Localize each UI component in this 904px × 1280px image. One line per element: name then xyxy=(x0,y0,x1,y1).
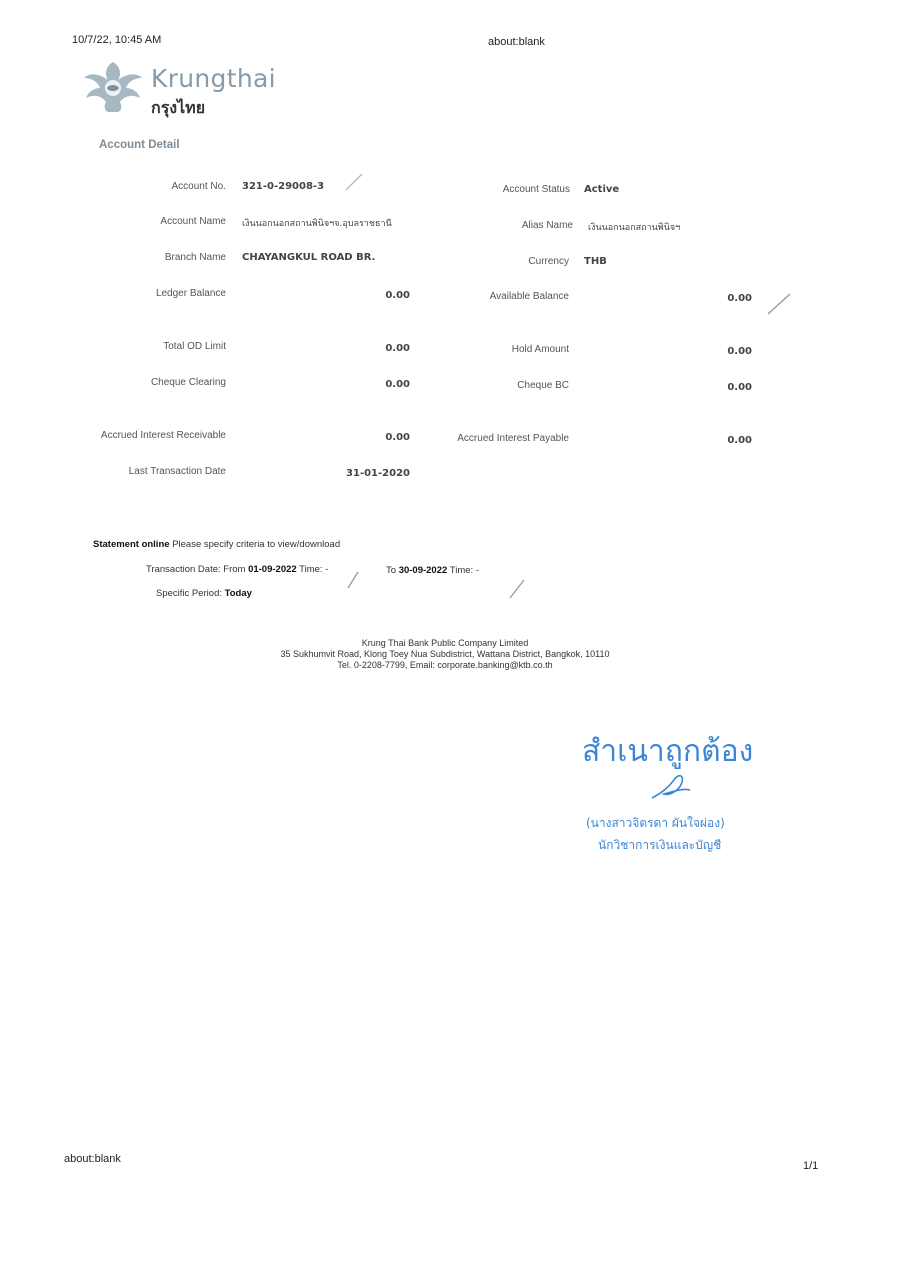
cheque-bc-value: 0.00 xyxy=(727,382,752,393)
ledger-balance-label: Ledger Balance xyxy=(155,288,226,299)
from-time-label: Time: xyxy=(299,564,323,575)
brand-name-en: Krungthai xyxy=(151,64,276,93)
tick-mark-icon xyxy=(340,170,370,194)
print-datetime: 10/7/22, 10:45 AM xyxy=(72,34,162,46)
tick-mark-icon xyxy=(764,290,794,318)
last-transaction-value: 31-01-2020 xyxy=(346,468,410,479)
bank-footer xyxy=(200,638,690,671)
tick-mark-icon xyxy=(344,568,364,592)
specific-period-value: Today xyxy=(224,588,252,599)
footer-line-1: Krung Thai Bank Public Company Limited xyxy=(361,638,529,648)
available-balance-label: Available Balance xyxy=(489,291,569,302)
ledger-balance-value: 0.00 xyxy=(385,290,410,301)
statement-heading xyxy=(93,539,340,550)
cheque-clearing-value: 0.00 xyxy=(385,379,410,390)
to-date-value: 30-09-2022 xyxy=(398,565,448,576)
branch-name-value: CHAYANGKUL ROAD BR. xyxy=(242,252,376,263)
cheque-clearing-label: Cheque Clearing xyxy=(150,377,226,388)
brand-name-th: กรุงไทย xyxy=(151,98,206,117)
to-time-label: Time: xyxy=(449,565,474,576)
print-footer-url: about:blank xyxy=(64,1153,121,1165)
last-transaction-label: Last Transaction Date xyxy=(128,466,226,477)
total-od-limit-value: 0.00 xyxy=(385,343,410,354)
account-name-value: เงินนอกนอกสถานพินิจฯจ.อุบลราชธานี xyxy=(242,219,392,229)
print-page-number: 1/1 xyxy=(803,1160,819,1172)
currency-value: THB xyxy=(584,256,607,267)
krungthai-logo-icon xyxy=(80,58,146,114)
total-od-limit-label: Total OD Limit xyxy=(163,341,226,352)
account-status-value: Active xyxy=(584,184,620,195)
footer-line-3: Tel. 0-2208-7799, Email: corporate.banking@ktb.co.th xyxy=(337,660,553,670)
statement-title: Statement online xyxy=(93,539,170,550)
hold-amount-value: 0.00 xyxy=(727,346,752,357)
account-name-label: Account Name xyxy=(160,216,226,227)
statement-instruction: Please specify criteria to view/download xyxy=(172,539,341,550)
cheque-bc-label: Cheque BC xyxy=(517,380,569,391)
accrued-receivable-value: 0.00 xyxy=(385,432,410,443)
footer-line-2: 35 Sukhumvit Road, Klong Toey Nua Subdistrict, Wattana District, Bangkok, 10110 xyxy=(280,649,610,659)
branch-name-label: Branch Name xyxy=(164,252,226,263)
account-status-label: Account Status xyxy=(502,184,570,195)
to-date-row xyxy=(386,565,479,576)
specific-period-row xyxy=(156,588,252,599)
from-time-value: - xyxy=(325,564,329,575)
alias-name-label: Alias Name xyxy=(521,220,573,231)
hold-amount-label: Hold Amount xyxy=(511,344,569,355)
specific-period-label: Specific Period: xyxy=(156,588,223,599)
available-balance-value: 0.00 xyxy=(727,293,752,304)
transaction-date-label: Transaction Date: From xyxy=(146,564,246,575)
signature-icon xyxy=(646,770,696,804)
currency-label: Currency xyxy=(528,256,569,267)
to-label: To xyxy=(386,565,397,576)
accrued-receivable-label: Accrued Interest Receivable xyxy=(100,430,226,441)
to-time-value: - xyxy=(475,565,479,576)
certified-copy-stamp: สำเนาถูกต้อง xyxy=(582,734,754,769)
account-no-value: 321-0-29008-3 xyxy=(242,181,325,192)
signer-name: (นางสาวจิตรดา ผันใจผ่อง) xyxy=(586,816,725,830)
section-title: Account Detail xyxy=(99,139,180,151)
transaction-date-row xyxy=(146,564,328,575)
tick-mark-icon xyxy=(506,576,528,602)
signer-title: นักวิชาการเงินและบัญชี xyxy=(598,838,722,852)
from-date-value: 01-09-2022 xyxy=(248,564,297,575)
alias-name-value: เงินนอกนอกสถานพินิจฯ xyxy=(588,223,681,233)
accrued-payable-label: Accrued Interest Payable xyxy=(457,433,569,444)
print-page-title: about:blank xyxy=(488,36,545,48)
account-no-label: Account No. xyxy=(171,181,226,192)
accrued-payable-value: 0.00 xyxy=(727,435,752,446)
